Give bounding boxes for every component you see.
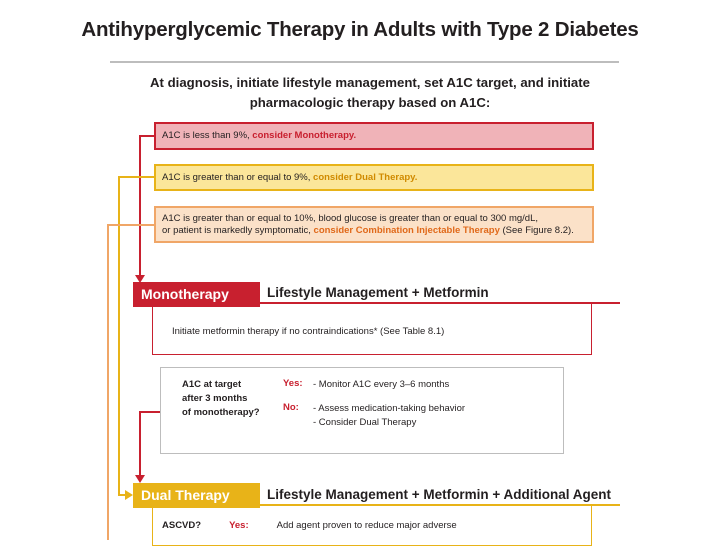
criterion-highlight: consider Dual Therapy. — [313, 172, 418, 183]
criterion-highlight: consider Monotherapy. — [252, 130, 357, 141]
yes-label: Yes: — [283, 378, 303, 389]
criterion-reference: (See Figure 8.2). — [499, 225, 574, 236]
yes-label: Yes: — [229, 520, 249, 531]
dual-arrowhead-gold — [125, 490, 133, 500]
action-item: - Assess medication-taking behavior — [313, 403, 466, 414]
intro-line-1: At diagnosis, initiate lifestyle management, set A1C target, and initiate — [150, 75, 590, 90]
no-label: No: — [283, 402, 299, 413]
monotherapy-heading: Lifestyle Management + Metformin — [267, 285, 489, 300]
criterion-highlight: consider Combination Injectable Therapy — [313, 225, 500, 236]
action-item: - Consider Dual Therapy — [313, 417, 417, 428]
criterion-text: A1C is greater than or equal to 9%, — [162, 172, 314, 183]
question-line: after 3 months — [182, 393, 248, 404]
question-line: of monotherapy? — [182, 407, 260, 418]
dual-action-text: Add agent proven to reduce major adverse — [276, 520, 457, 531]
dual-therapy-row — [162, 520, 457, 531]
yes-actions — [313, 378, 449, 392]
monotherapy-tab: Monotherapy — [133, 282, 260, 307]
question-line: A1C at target — [182, 379, 242, 390]
criterion-line-1: A1C is greater than or equal to 10%, blood glucose is greater than or equal to 300 mg/dL, — [162, 213, 539, 224]
dual-therapy-tab: Dual Therapy — [133, 483, 260, 508]
dual-therapy-heading: Lifestyle Management + Metformin + Additional Agent — [267, 487, 612, 502]
intro-line-2: pharmacologic therapy based on A1C: — [249, 95, 491, 110]
dual-arrowhead-red — [135, 475, 145, 483]
no-actions — [313, 402, 465, 430]
criterion-text: A1C is less than 9%, — [162, 130, 253, 141]
assessment-question — [182, 378, 272, 420]
mono-to-dual-connector — [140, 412, 160, 476]
mono-connector — [140, 136, 154, 276]
monotherapy-step: Initiate metformin therapy if no contraindications* (See Table 8.1) — [172, 326, 445, 337]
page-title: Antihyperglycemic Therapy in Adults with Type 2 Diabetes — [81, 18, 639, 41]
criterion-text: or patient is markedly symptomatic, — [162, 225, 314, 236]
ascvd-label: ASCVD? — [162, 520, 202, 531]
action-item: - Monitor A1C every 3–6 months — [313, 379, 450, 390]
